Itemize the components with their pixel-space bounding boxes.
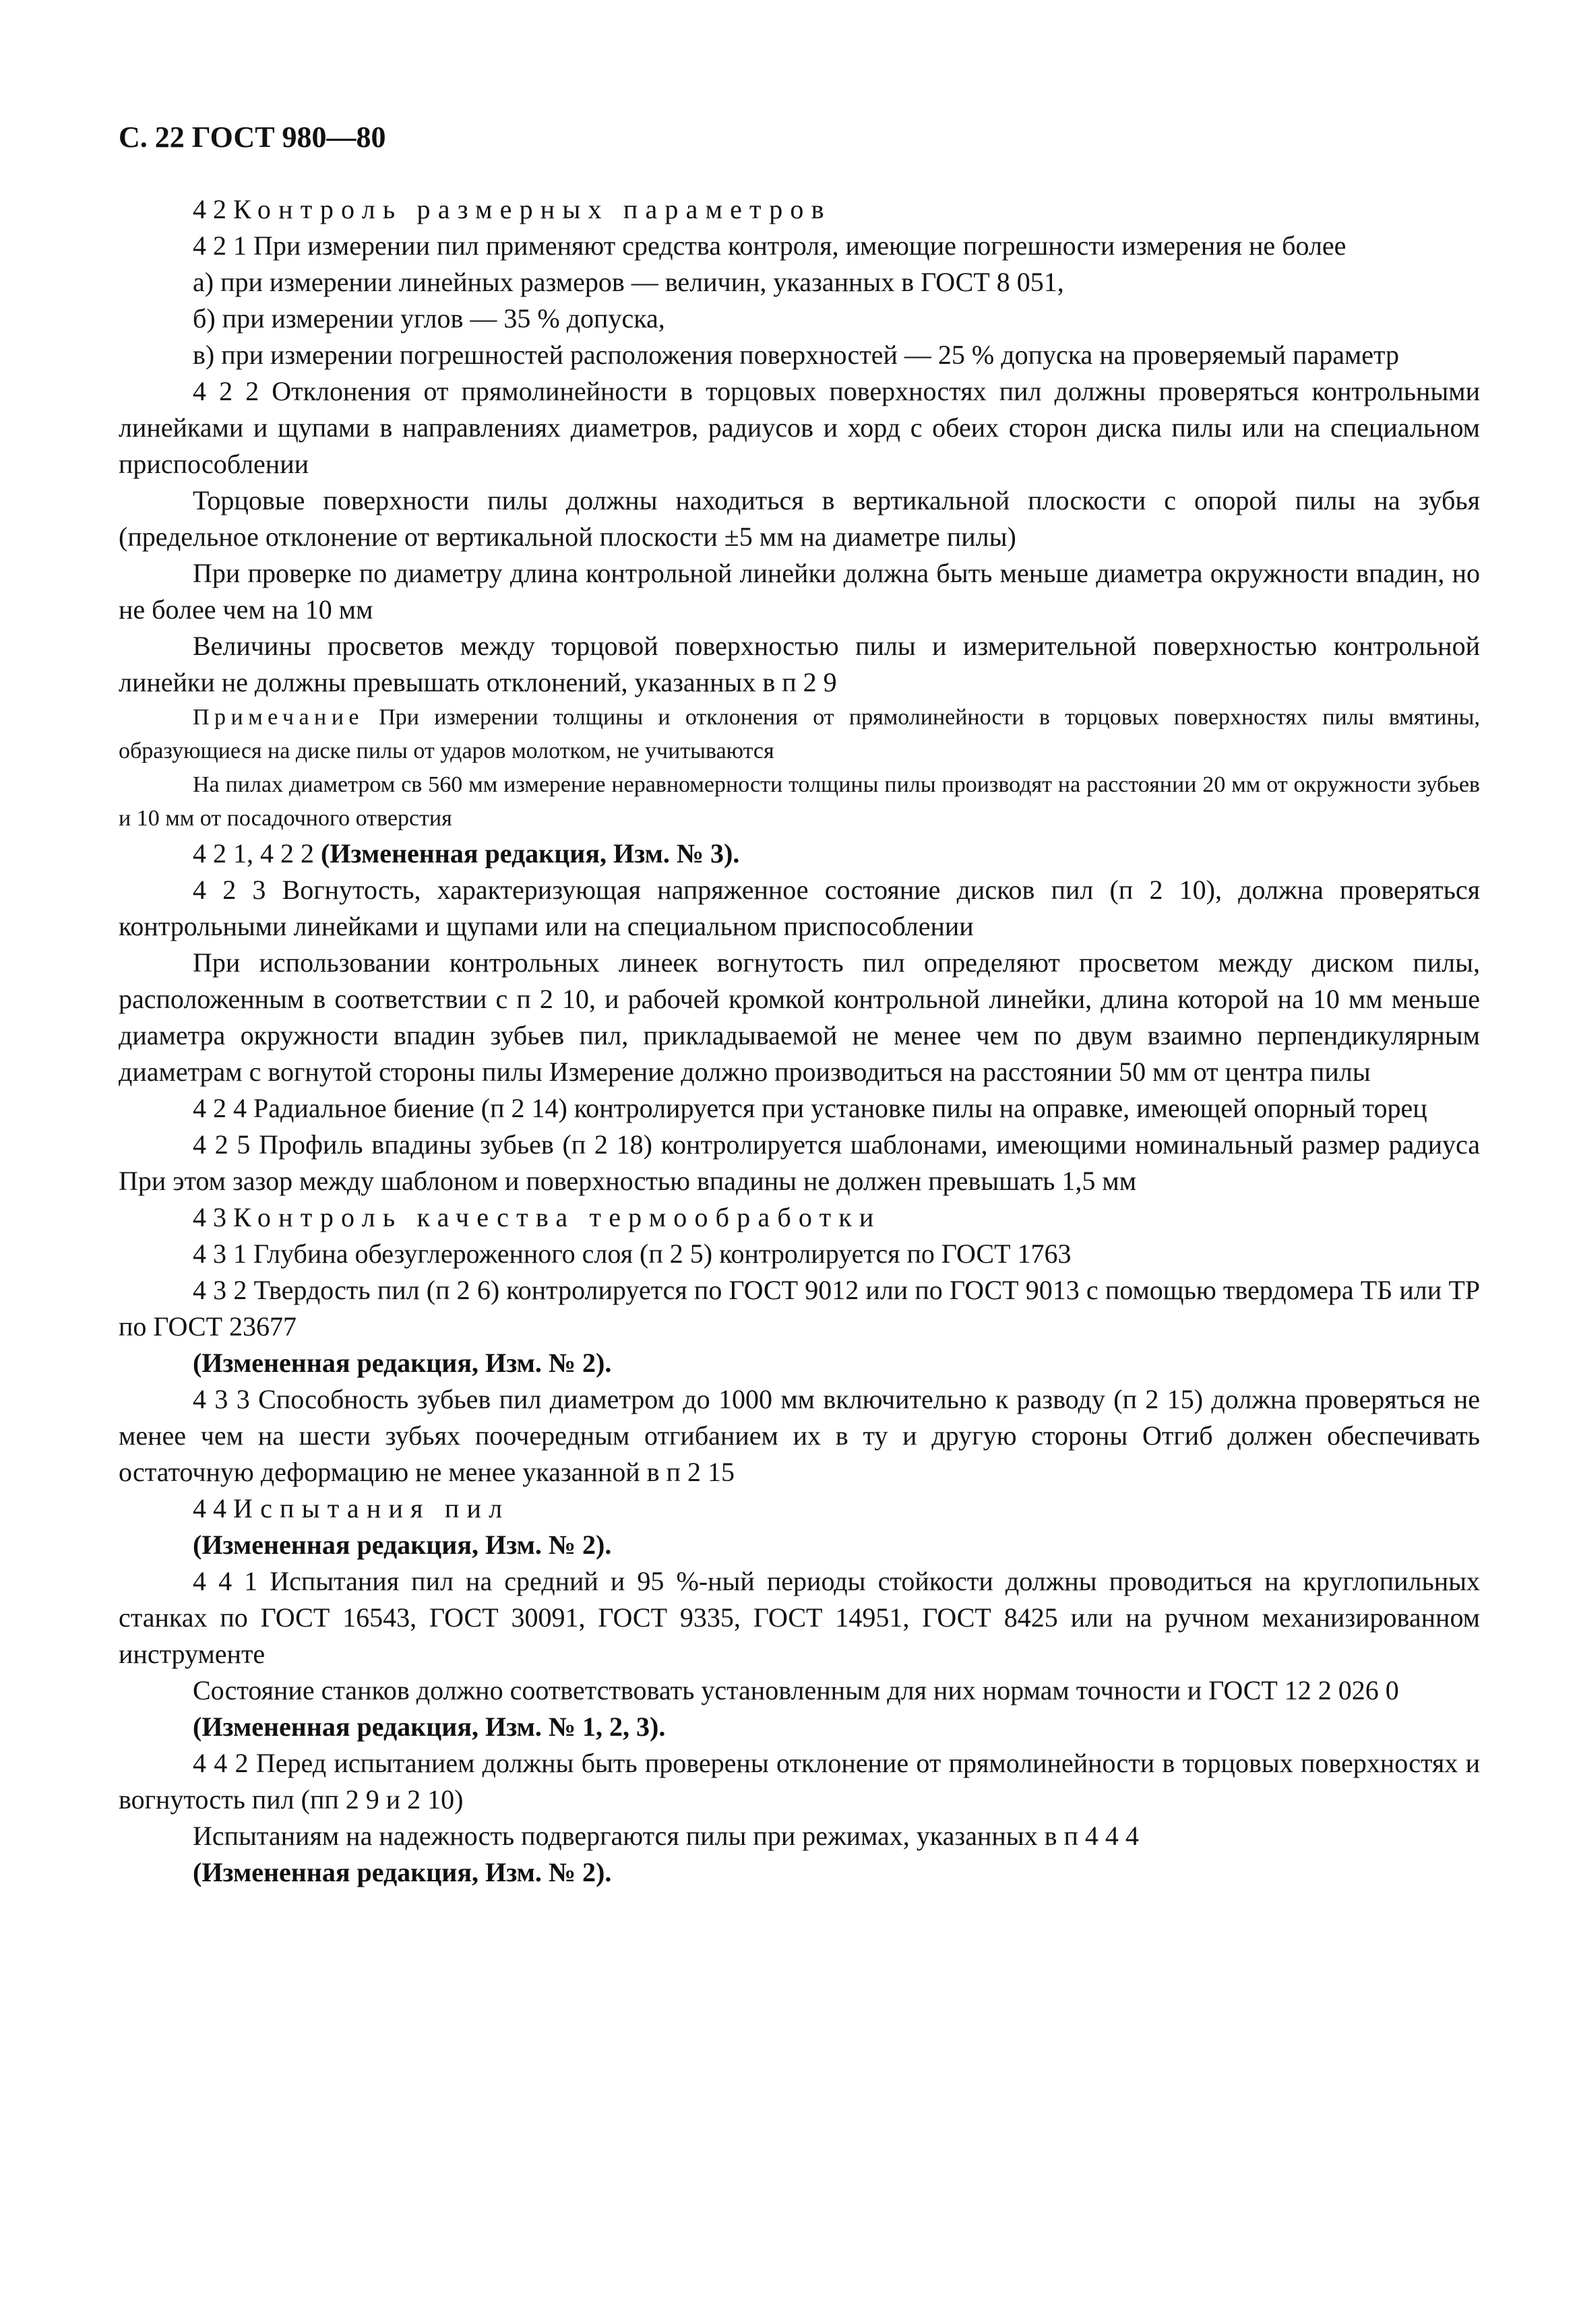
amendment-text: (Измененная редакция, Изм. № 2). [193,1348,612,1378]
text-paragraph [119,1563,1480,1672]
paragraph-text: в) при измерении погрешностей расположения поверхностей — 25 % допуска на проверяемый параметр [193,340,1399,370]
paragraph-text: 4 4 2 Перед испытанием должны быть проверены отклонение от прямолинейности в торцовых поверхностях и вогнутость пил (пп 2 9 и 2 10) [119,1748,1480,1815]
amendment-line [119,1854,1480,1891]
paragraph-text: 4 3 2 Твердость пил (п 2 6) контролируется по ГОСТ 9012 или по ГОСТ 9013 с помощью твердомера ТБ или ТР по ГОСТ 23677 [119,1275,1480,1342]
note-label: Примечание [193,705,364,730]
paragraph-text: Величины просветов между торцовой поверхностью пилы и измерительной поверхностью контрольной линейки не должны превышать отклонений, указанных в п 2 9 [119,631,1480,697]
section-title: Контроль размерных параметров [233,194,832,224]
text-paragraph [119,1672,1480,1709]
paragraph-text: б) при измерении углов — 35 % допуска, [193,303,665,334]
amendment-line [119,836,1480,872]
amendment-line [119,1345,1480,1381]
amendment-text: (Измененная редакция, Изм. № 3). [321,838,740,869]
text-paragraph [119,373,1480,482]
paragraph-text: 4 2 2 Отклонения от прямолинейности в торцовых поверхностях пил должны проверяться контрольными линейками и щупами в направлениях диаметров, радиусов и хорд с обеих сторон диска пилы или на специальном приспособлении [119,376,1480,479]
amendment-line [119,1527,1480,1563]
document-page [119,119,1480,1891]
paragraph-text: 4 2 4 Радиальное биение (п 2 14) контролируется при установке пилы на оправке, имеющей опорный торец [193,1093,1427,1123]
paragraph-text: 4 4 1 Испытания пил на средний и 95 %-ный периоды стойкости должны проводиться на круглопильных станках по ГОСТ 16543, ГОСТ 30091, ГОСТ 9335, ГОСТ 14951, ГОСТ 8425 или на ручном механизированном инструменте [119,1566,1480,1669]
note-text: При измерении толщины и отклонения от прямолинейности в торцовых поверхностях пилы вмятины, образующиеся на диске пилы от ударов молотком, не учитываются [119,705,1481,763]
text-paragraph [119,1090,1480,1127]
paragraph-text: 4 3 3 Способность зубьев пил диаметром до 1000 мм включительно к разводу (п 2 15) должна проверяться не менее чем на шести зубьях поочередным отгибанием их в ту и другую стороны Отгиб должен обеспечивать остаточную деформацию не менее указанной в п 2 15 [119,1384,1480,1487]
text-paragraph [119,1127,1480,1199]
text-paragraph [119,628,1480,701]
paragraph-text: Испытаниям на надежность подвергаются пилы при режимах, указанных в п 4 4 4 [193,1821,1139,1851]
document-body [119,191,1480,1891]
section-title: Испытания пил [233,1493,510,1524]
text-paragraph [119,1272,1480,1345]
text-paragraph [119,264,1480,301]
section-heading [119,191,1480,228]
text-paragraph [119,228,1480,264]
section-number: 4 4 [193,1493,226,1524]
note-paragraph [119,768,1480,836]
text-paragraph [119,555,1480,628]
paragraph-text: При использовании контрольных линеек вогнутость пил определяют просветом между диском пилы, расположенным в соответствии с п 2 10, и рабочей кромкой контрольной линейки, длина которой на 10 мм меньше диаметра окружности впадин зубьев пил, прикладываемой не менее чем по двум взаимно перпендикулярным диаметрам с вогнутой стороны пилы Измерение должно производиться на расстоянии 50 мм от центра пилы [119,947,1480,1087]
text-paragraph [119,337,1480,373]
text-paragraph [119,945,1480,1090]
amendment-text: (Измененная редакция, Изм. № 2). [193,1530,612,1560]
amendment-text: (Измененная редакция, Изм. № 2). [193,1857,612,1887]
section-heading [119,1490,1480,1527]
paragraph-text: 4 2 3 Вогнутость, характеризующая напряженное состояние дисков пил (п 2 10), должна проверяться контрольными линейками и щупами или на специальном приспособлении [119,875,1480,941]
amendment-clauses: 4 2 1, 4 2 2 [193,838,314,869]
section-heading [119,1199,1480,1236]
text-paragraph [119,301,1480,337]
amendment-line [119,1709,1480,1745]
note-text: На пилах диаметром св 560 мм измерение неравномерности толщины пилы производят на расстоянии 20 мм от окружности зубьев и 10 мм от посадочного отверстия [119,772,1480,831]
paragraph-text: а) при измерении линейных размеров — величин, указанных в ГОСТ 8 051, [193,267,1064,297]
paragraph-text: 4 2 1 При измерении пил применяют средства контроля, имеющие погрешности измерения не более [193,230,1347,261]
section-number: 4 2 [193,194,226,224]
text-paragraph [119,1236,1480,1272]
section-number: 4 3 [193,1202,226,1232]
paragraph-text: 4 2 5 Профиль впадины зубьев (п 2 18) контролируется шаблонами, имеющими номинальный размер радиуса При этом зазор между шаблоном и поверхностью впадины не должен превышать 1,5 мм [119,1129,1480,1196]
paragraph-text: Состояние станков должно соответствовать установленным для них нормам точности и ГОСТ 12 2 026 0 [193,1675,1399,1705]
paragraph-text: Торцовые поверхности пилы должны находиться в вертикальной плоскости с опорой пилы на зубья (предельное отклонение от вертикальной плоскости ±5 мм на диаметре пилы) [119,485,1480,552]
paragraph-text: 4 3 1 Глубина обезуглероженного слоя (п 2 5) контролируется по ГОСТ 1763 [193,1238,1072,1269]
paragraph-text: При проверке по диаметру длина контрольной линейки должна быть меньше диаметра окружности впадин, но не более чем на 10 мм [119,558,1480,625]
text-paragraph [119,482,1480,555]
text-paragraph [119,1745,1480,1818]
amendment-text: (Измененная редакция, Изм. № 1, 2, 3). [193,1711,666,1742]
text-paragraph [119,1818,1480,1854]
text-paragraph [119,872,1480,945]
page-header: С. 22 ГОСТ 980—80 [119,121,386,154]
text-paragraph [119,1381,1480,1490]
section-title: Контроль качества термообработки [233,1202,882,1232]
note-paragraph [119,701,1480,768]
